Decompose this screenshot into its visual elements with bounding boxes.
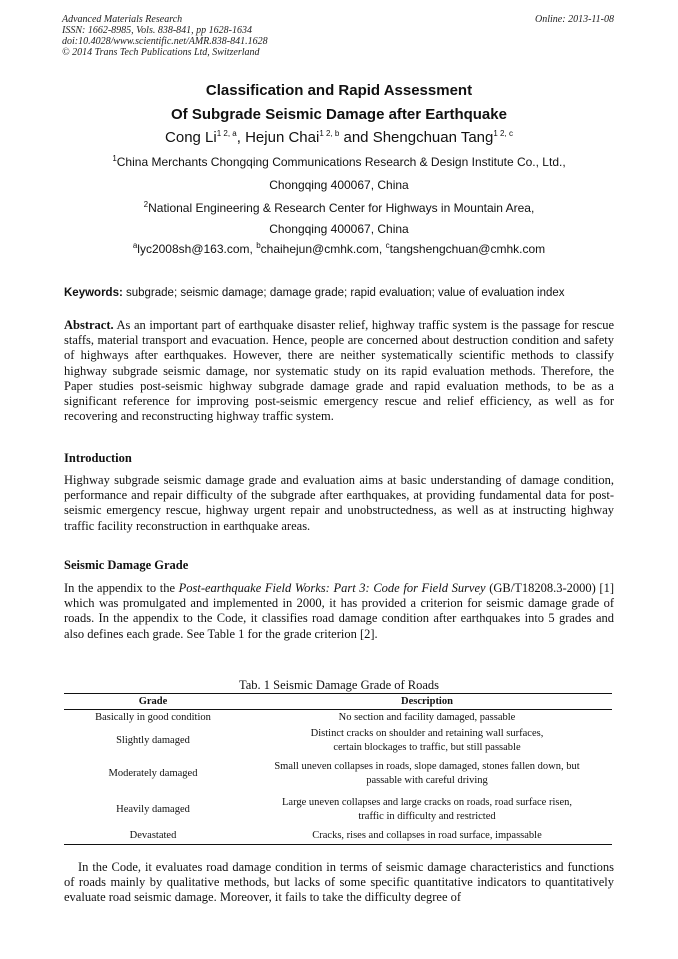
code-title: Post-earthquake Field Works: Part 3: Code for Field Survey	[178, 581, 486, 595]
closing-paragraph: In the Code, it evaluates road damage condition in terms of seismic damage characteristics and functions of roads mainly by qualitative methods, but lacks of some specific quantitative indicators to quantitatively evaluate road seismic damage. Moreover, it fails to take the difficulty degree of	[64, 860, 614, 905]
grade-cell: Basically in good condition	[95, 712, 211, 723]
grade-cell: Heavily damaged	[116, 804, 190, 815]
author-separator: ,	[236, 129, 246, 146]
affiliation-2	[0, 201, 678, 215]
abstract-paragraph	[64, 318, 614, 424]
introduction-paragraph: Highway subgrade seismic damage grade and evaluation aims at basic understanding of damage condition, performance and repair difficulty of the subgrade after earthquakes, at providing fundamental data for post-seismic emergency rescue, highway urgent repair and unobstructedness, as well as at instructing highway traffic facility reconstruction in earthquake areas.	[64, 473, 614, 533]
affiliation-2-city: Chongqing 400067, China	[269, 222, 409, 236]
author-name: Cong Li	[165, 129, 217, 146]
grade-cell: Slightly damaged	[116, 735, 190, 746]
abstract-label: Abstract.	[64, 318, 114, 332]
author-separator: and	[339, 129, 373, 146]
author-list	[0, 129, 678, 146]
affiliation-1	[0, 155, 678, 169]
copyright-line: © 2014 Trans Tech Publications Ltd, Switzerland	[62, 47, 260, 58]
seismic-damage-grade-paragraph	[64, 581, 614, 642]
keywords-line	[64, 287, 616, 299]
table-row	[64, 726, 612, 756]
table-row	[64, 792, 612, 828]
issn-line: ISSN: 1662-8985, Vols. 838-841, pp 1628-1634	[62, 25, 252, 36]
column-header-grade: Grade	[138, 696, 168, 707]
journal-name: Advanced Materials Research	[62, 14, 183, 25]
email-address: lyc2008sh@163.com,	[137, 242, 257, 256]
table-row	[64, 710, 612, 727]
email-marker: b	[256, 241, 261, 250]
description-cell: Distinct cracks on shoulder and retaining wall surfaces, certain blockages to traffic, but still passable	[310, 728, 544, 753]
keywords-label: Keywords:	[64, 287, 123, 299]
table-row	[64, 756, 612, 792]
author-affiliation-marker: 1 2, c	[493, 129, 513, 138]
affiliation-text: China Merchants Chongqing Communications Research & Design Institute Co., Ltd.,	[116, 155, 566, 169]
affiliation-marker: 2	[143, 200, 149, 209]
grade-cell: Moderately damaged	[108, 768, 198, 779]
description-cell: Large uneven collapses and large cracks on roads, road surface risen, traffic in difficulty and restricted	[282, 797, 572, 822]
email-address: tangshengchuan@cmhk.com	[389, 242, 546, 256]
author-emails	[0, 242, 678, 256]
description-cell: Cracks, rises and collapses in road surface, impassable	[312, 830, 542, 841]
grade-cell: Devastated	[129, 830, 177, 841]
keywords-text: subgrade; seismic damage; damage grade; rapid evaluation; value of evaluation index	[122, 287, 565, 299]
description-cell: Small uneven collapses in roads, slope damaged, stones fallen down, but passable with careful driving	[274, 761, 580, 786]
seismic-damage-grade-heading: Seismic Damage Grade	[64, 558, 189, 572]
description-cell: No section and facility damaged, passable	[338, 712, 516, 723]
introduction-heading: Introduction	[64, 451, 132, 465]
paragraph-text: (GB/T18208.3-2000) [1] which was promulgated and implemented in 2000, it has provided a criterion for seismic damage grade of roads. In the appendix to the Code, it classifies road damage condition after earthquakes into 5 grades and also defines each grade. See Table 1 for the grade criterion [2].	[64, 581, 614, 641]
email-marker: a	[132, 241, 138, 250]
abstract-text: As an important part of earthquake disaster relief, highway traffic system is the passage for rescue staffs, material transport and evacuation. Hence, people are concerned about destruction condition and safety of highways after earthquakes. However, there are neither systematically scientific methods to classify highway subgrade seismic damage, nor systematic study on its rapid evaluation methods. Therefore, the Paper studies post-seismic highway subgrade damage grade and rapid evaluation methods, to be as a significant reference for improving post-seismic emergency rescue and relief efficiency, as well as for recovering and reconstructing highway traffic system.	[64, 318, 614, 424]
table-caption: Tab. 1 Seismic Damage Grade of Roads	[238, 678, 440, 692]
paper-title-line-2: Of Subgrade Seismic Damage after Earthquake	[171, 106, 507, 123]
table-row	[64, 828, 612, 845]
affiliation-text: National Engineering & Research Center for Highways in Mountain Area,	[148, 201, 535, 215]
paper-title-line-1: Classification and Rapid Assessment	[205, 82, 473, 99]
author-affiliation-marker: 1 2, b	[319, 129, 340, 138]
affiliation-marker: 1	[112, 154, 117, 163]
seismic-damage-grade-table	[64, 693, 612, 845]
doi-line: doi:10.4028/www.scientific.net/AMR.838-841.1628	[62, 36, 268, 47]
email-marker: c	[385, 241, 390, 250]
email-address: chaihejun@cmhk.com,	[260, 242, 386, 256]
journal-header	[62, 14, 268, 58]
affiliation-1-city: Chongqing 400067, China	[269, 178, 409, 192]
paragraph-text: In the appendix to the	[64, 581, 179, 595]
author-affiliation-marker: 1 2, a	[216, 129, 237, 138]
author-name: Shengchuan Tang	[372, 129, 494, 146]
table-header-row	[64, 694, 612, 710]
column-header-description: Description	[401, 696, 453, 707]
online-date: Online: 2013-11-08	[535, 14, 614, 25]
author-name: Hejun Chai	[245, 129, 320, 146]
